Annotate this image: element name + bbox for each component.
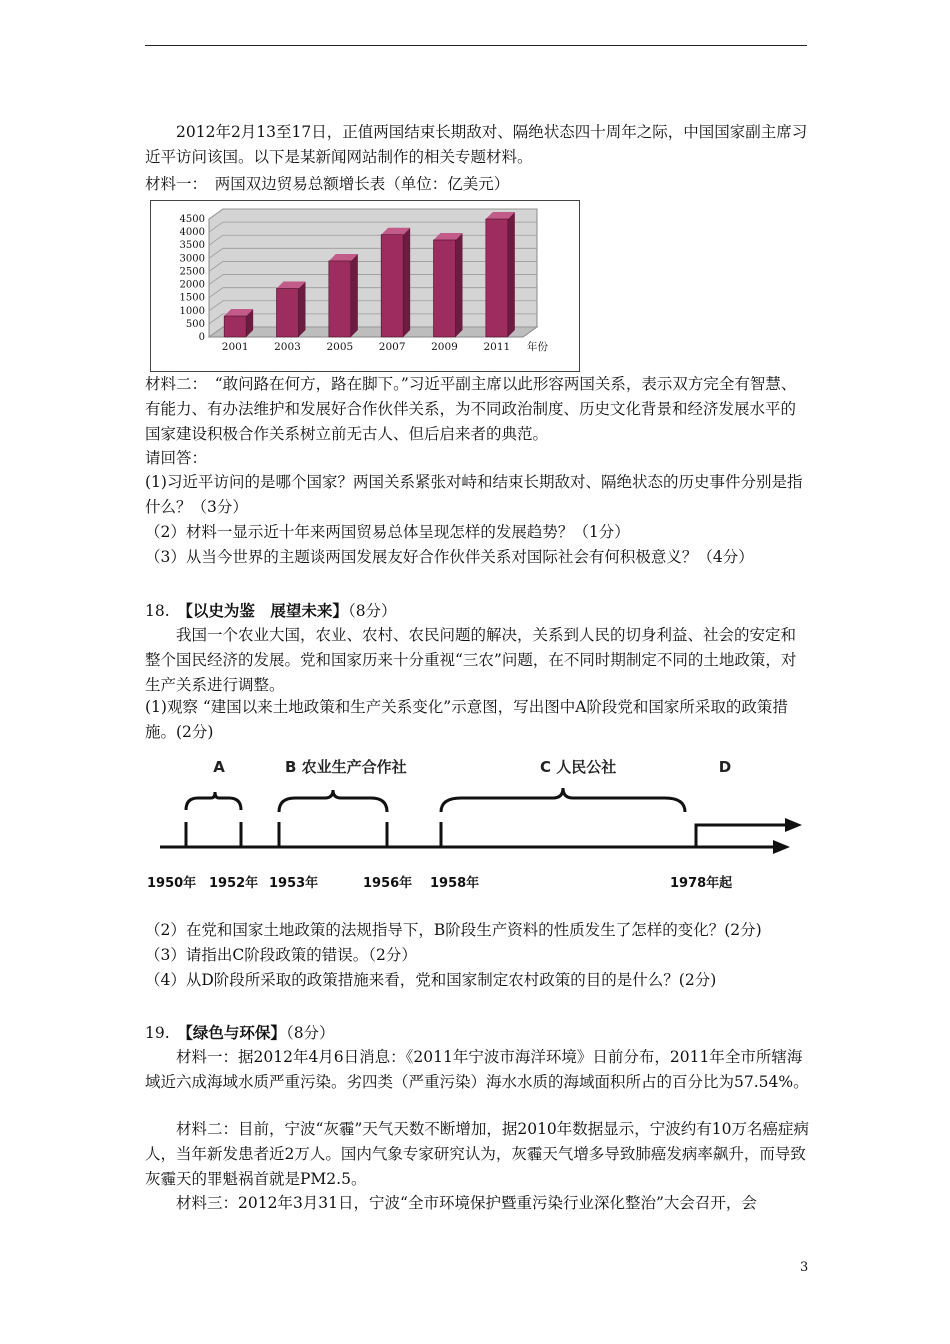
x-tick-label: 2005 [326,341,354,353]
x-tick-label: 2011 [483,341,511,353]
bar [224,316,246,337]
y-tick-label: 2500 [179,266,205,278]
bar-side [351,254,358,337]
year-1950: 1950年 [147,876,197,891]
bar [329,261,351,337]
material2-paragraph: 材料二： “敢问路在何方，路在脚下。”习近平副主席以此形容两国关系，表示双方完全有智慧、有能力、有办法维护和发展好合作伙伴关系，为不同政治制度、历史文化背景和经济发展水平的国家建设积极合作关系树立前无古人、但后启来者的典范。 [145,375,797,443]
stage-d-arrow-line [696,825,785,847]
trade-bar-chart [151,201,579,371]
question-19-title: 【绿色与环保】 [185,1023,286,1042]
question-18-title: 【以史为鉴 展望未来】 [185,601,348,620]
y-tick-label: 3000 [179,253,205,265]
x-tick-label: 2007 [378,341,406,353]
brace-c [441,788,685,812]
question-19-material3: 材料三：2012年3月31日，宁波“全市环境保护暨重污染行业深化整治”大会召开，会 [176,1194,757,1212]
x-tick-label: 2003 [274,341,301,353]
brace-b [279,790,387,812]
question-19-material2: 材料二：目前，宁波“灰霾”天气天数不断增加，据2010年数据显示，宁波约有10万名癌症病人，当年新发患者近2万人。国内气象专家研究认为，灰霾天气增多导致肺癌发病率飙升，而导致灰霾天的罪魁祸首就是PM2.5。 [145,1120,810,1188]
header-rule [145,45,807,46]
intro-paragraph: 2012年2月13至17日，正值两国结束长期敌对、隔绝状态四十周年之际，中国国家副主席习近平访问该国。以下是某新闻网站制作的相关专题材料。 [145,123,808,166]
question-19-score: （8分） [285,1024,335,1042]
bar-side [456,233,463,337]
question-18-2: （2）在党和国家土地政策的法规指导下，B阶段生产资料的性质发生了怎样的变化？(2分) [145,921,762,939]
question-19-number: 19. [145,1024,170,1042]
year-1953: 1953年 [269,876,319,891]
x-tick-label: 2009 [431,341,458,353]
timeline-label-c: C 人民公社 [540,758,617,776]
question-17-3: （3）从当今世界的主题谈两国发展友好合作伙伴关系对国际社会有何积极意义？（4分） [145,548,754,566]
x-axis-label: 年份 [527,341,548,353]
question-17-2: （2）材料一显示近十年来两国贸易总体呈现怎样的发展趋势？（1分） [145,523,630,541]
land-policy-timeline [145,750,810,900]
question-19-heading [145,1020,810,1046]
year-1958: 1958年 [430,876,480,891]
bar-side [403,228,410,337]
trade-chart-frame [150,200,580,372]
y-tick-label: 4000 [179,227,205,239]
timeline-label-a: A [213,758,225,776]
stage-d-arrowhead [785,818,802,832]
y-tick-label: 2000 [179,279,205,291]
timeline-label-d: D [718,758,732,776]
main-axis-arrowhead [773,840,790,854]
y-tick-label: 1500 [179,292,205,304]
bar [381,235,403,337]
year-1956: 1956年 [363,876,413,891]
question-18-intro: 我国一个农业大国，农业、农村、农民问题的解决，关系到人民的切身利益、社会的安定和整个国民经济的发展。党和国家历来十分重视“三农”问题，在不同时期制定不同的土地政策，对生产关系进行调整。 [145,626,797,694]
question-18-number: 18. [145,602,170,620]
y-tick-label: 0 [198,332,205,343]
bar [434,240,456,337]
y-tick-label: 500 [185,318,205,330]
question-18-heading [145,598,810,624]
page-number: 3 [800,1260,809,1275]
question-18-1: (1)观察 “建国以来土地政策和生产关系变化”示意图，写出图中A阶段党和国家所采取的政策措施。(2分) [145,698,788,741]
timeline-label-b: B 农业生产合作社 [285,758,407,776]
question-19-material1: 材料一：据2012年4月6日消息：《2011年宁波市海洋环境》日前分布，2011年全市所辖海域近六成海域水质严重污染。劣四类（严重污染）海水水质的海域面积所占的百分比为57.54%。 [145,1048,809,1091]
y-tick-label: 4500 [179,214,205,225]
y-tick-label: 1000 [179,305,205,317]
material1-label: 材料一： 两国双边贸易总额增长表（单位：亿美元） [145,175,510,193]
question-18-score: （8分） [347,602,397,620]
year-1952: 1952年 [209,876,259,891]
question-17-1: (1)习近平访问的是哪个国家？两国关系紧张对峙和结束长期敌对、隔绝状态的历史事件分别是指什么？（3分） [145,473,803,516]
bar-side [299,281,306,337]
year-1978: 1978年起 [670,876,733,891]
please-answer: 请回答： [145,449,208,467]
x-tick-label: 2001 [221,341,249,353]
question-18-3: （3）请指出C阶段政策的错误。（2分） [145,946,417,964]
y-tick-label: 3500 [179,240,205,252]
question-18-4: （4）从D阶段所采取的政策措施来看，党和国家制定农村政策的目的是什么？(2分) [145,971,717,989]
bar [486,219,508,337]
bar [277,288,299,337]
brace-a [186,792,241,810]
bar-side [508,212,515,337]
